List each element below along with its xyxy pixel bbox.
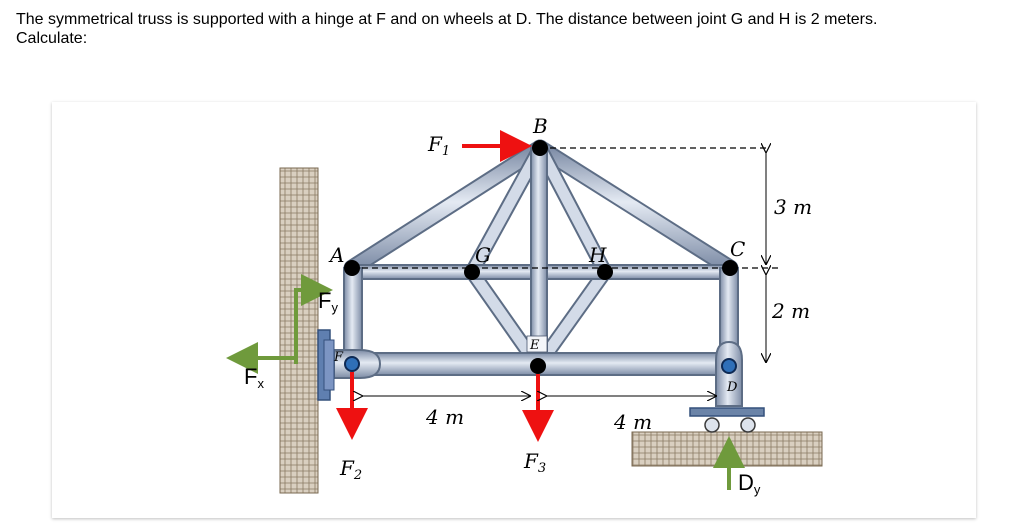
label-D: D	[727, 380, 738, 395]
question-line-1: The symmetrical truss is supported with a hinge at F and on wheels at D. The distance between joint G and H is 2 meters.	[16, 11, 878, 28]
question-text	[16, 10, 1016, 48]
pin-D	[722, 359, 736, 373]
member-EH-face	[538, 272, 605, 366]
label-B: B	[533, 114, 548, 138]
truss-diagram	[52, 102, 976, 518]
joint-B	[532, 140, 548, 156]
joint-A	[344, 260, 360, 276]
label-G: G	[475, 243, 491, 267]
label-lower-height: 2 m	[772, 299, 811, 323]
pin-F	[345, 357, 359, 371]
left-wall	[280, 168, 318, 493]
label-left-span: 4 m	[426, 405, 465, 429]
label-F3: $F_3$	[524, 449, 547, 476]
label-right-span: 4 m	[614, 410, 653, 434]
question-line-2: Calculate:	[16, 30, 88, 47]
member-BE	[531, 148, 547, 366]
label-Fx: Fx	[244, 364, 264, 391]
label-Fy: Fy	[318, 288, 338, 315]
truss-figure	[52, 102, 976, 518]
hinge-plate	[324, 340, 334, 390]
joint-C	[722, 260, 738, 276]
label-Dy: Dy	[738, 470, 761, 497]
label-C: C	[730, 237, 746, 261]
label-F2: $F_2$	[340, 456, 363, 483]
roller-plate	[690, 408, 764, 416]
joint-E	[530, 358, 546, 374]
label-H: H	[589, 243, 607, 267]
label-top-height: 3 m	[774, 195, 813, 219]
label-F1: $F_1$	[428, 132, 451, 159]
roller-wheel-right	[741, 418, 755, 432]
label-A: A	[330, 243, 345, 267]
label-F: F	[334, 350, 344, 365]
roller-wheel-left	[705, 418, 719, 432]
label-E: E	[530, 338, 540, 353]
